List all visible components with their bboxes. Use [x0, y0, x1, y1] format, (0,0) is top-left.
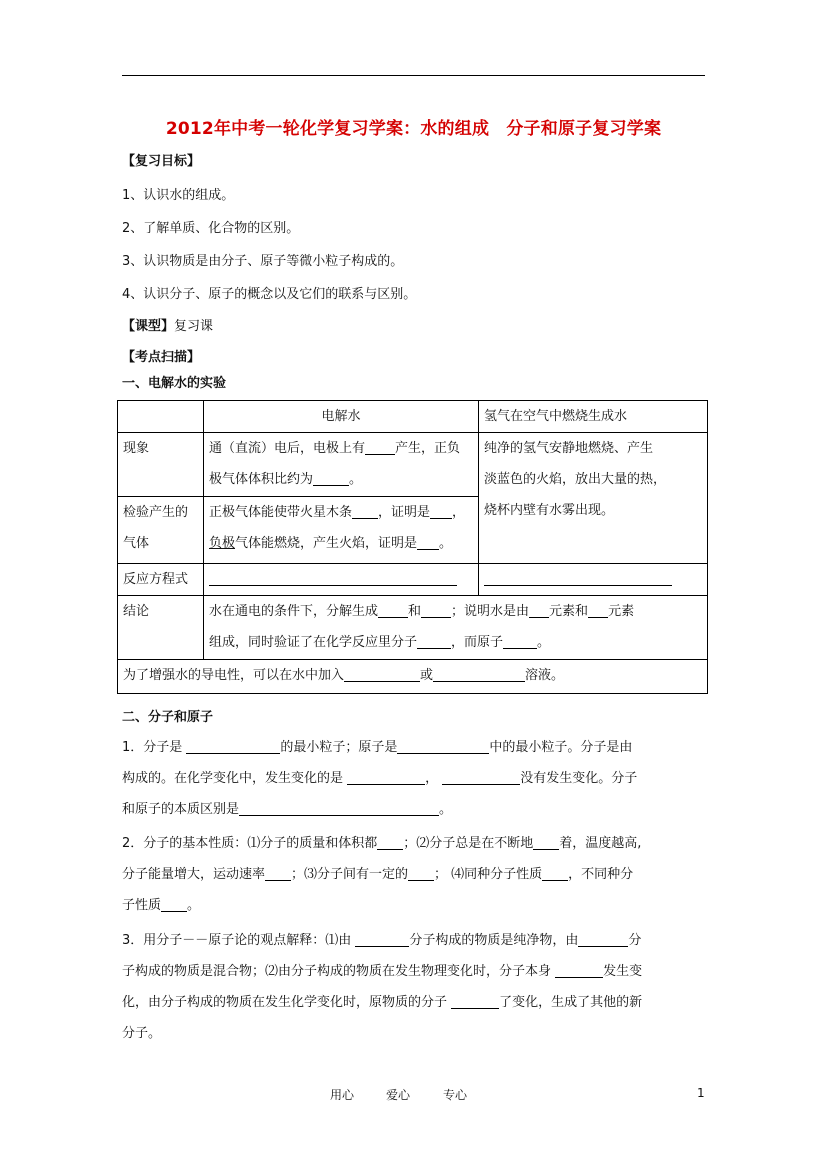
goal-item: 3、认识物质是由分子、原子等微小粒子构成的。 [122, 254, 404, 269]
blank[interactable] [186, 740, 280, 754]
blank[interactable] [451, 995, 499, 1009]
cell-text: 为了增强水的导电性，可以在水中加入 [123, 668, 345, 683]
para-text: ； ⑷同种分子性质 [434, 867, 543, 882]
blank[interactable] [265, 867, 291, 881]
para-text: 1．分子是 [122, 740, 187, 755]
part2-heading: 二、分子和原子 [122, 710, 214, 725]
para-text: ；⑵分子总是在不断地 [403, 836, 534, 851]
cell-text: 。 [349, 472, 363, 487]
blank[interactable] [430, 505, 452, 519]
cell-gas-test [204, 497, 479, 564]
paragraph-3 [122, 925, 712, 1049]
blank[interactable] [239, 802, 439, 816]
blank[interactable] [417, 635, 451, 649]
goal-item: 4、认识分子、原子的概念以及它们的联系与区别。 [122, 287, 417, 302]
lesson-type [122, 315, 213, 334]
paragraph-1 [122, 732, 712, 825]
cell-text: 。 [439, 536, 453, 551]
para-text: 分子构成的物质是纯净物，由 [409, 933, 579, 948]
lesson-type-heading: 【课型】 [122, 319, 175, 334]
para-text: 。 [439, 802, 453, 817]
para-text: 分子能量增大，运动速率 [122, 867, 266, 882]
cell-equation-hydrogen [479, 564, 708, 596]
blank[interactable] [503, 635, 537, 649]
cell-text: 。 [537, 635, 551, 650]
goals-heading: 【复习目标】 [122, 154, 201, 169]
cell-equation-electrolysis [204, 564, 479, 596]
para-text: 。 [187, 898, 201, 913]
table-header-hydrogen: 氢气在空气中燃烧生成水 [479, 401, 708, 433]
blank[interactable] [313, 472, 349, 486]
blank[interactable] [484, 572, 672, 586]
para-text: 2．分子的基本性质：⑴分子的质量和体积都 [122, 836, 378, 851]
blank[interactable] [397, 740, 489, 754]
blank[interactable] [347, 771, 425, 785]
cell-conclusion [204, 596, 708, 660]
footer-motto-3: 专心 [443, 1088, 468, 1102]
blank[interactable] [421, 604, 451, 618]
header-rule [122, 75, 705, 76]
page-number: 1 [697, 1086, 705, 1100]
cell-text: 纯净的氢气安静地燃烧、产生 [484, 441, 654, 456]
cell-text: ， [452, 505, 466, 520]
footer-motto-2: 爱心 [386, 1088, 411, 1102]
row-label-gas-test [118, 497, 204, 564]
blank[interactable] [533, 836, 559, 850]
blank[interactable] [588, 604, 608, 618]
para-text: 化，由分子构成的物质在发生化学变化时，原物质的分子 [122, 995, 452, 1010]
blank[interactable] [442, 771, 520, 785]
para-text: 子性质 [122, 898, 162, 913]
blank[interactable] [408, 867, 434, 881]
para-text: 和原子的本质区别是 [122, 802, 240, 817]
cell-text: 气体能燃烧，产生火焰，证明是 [235, 536, 418, 551]
blank[interactable] [161, 898, 187, 912]
blank[interactable] [555, 964, 603, 978]
para-text: ， [425, 771, 443, 786]
table-header-empty [118, 401, 204, 433]
para-text: 3．用分子－－原子论的观点解释：⑴由 [122, 933, 356, 948]
footer-motto-1: 用心 [330, 1088, 355, 1102]
goal-item: 1、认识水的组成。 [122, 188, 235, 203]
cell-text: ，证明是 [378, 505, 431, 520]
cell-text: 烧杯内壁有水雾出现。 [484, 503, 615, 518]
blank[interactable] [377, 836, 403, 850]
cell-text: 正极气体能使带火星木条 [209, 505, 353, 520]
para-text: 发生变 [603, 964, 643, 979]
cell-text: 水在通电的条件下，分解生成 [209, 604, 379, 619]
para-text: 分子。 [122, 1026, 162, 1041]
cell-text: 淡蓝色的火焰，放出大量的热， [484, 472, 667, 487]
blank[interactable] [355, 933, 409, 947]
cell-text: 元素 [608, 604, 635, 619]
lesson-type-value: 复习课 [174, 319, 214, 334]
cell-text: 负极 [209, 536, 236, 551]
blank[interactable] [433, 668, 525, 682]
blank[interactable] [529, 604, 549, 618]
blank[interactable] [365, 441, 395, 455]
cell-text: 气体 [123, 536, 150, 551]
blank[interactable] [417, 536, 439, 550]
cell-text: 产生，正负 [395, 441, 461, 456]
cell-text: 通（直流）电后，电极上有 [209, 441, 366, 456]
para-text: 了变化，生成了其他的新 [499, 995, 643, 1010]
cell-conductivity [118, 660, 708, 694]
blank[interactable] [352, 505, 378, 519]
row-label-phenomenon: 现象 [118, 433, 204, 497]
para-text: ；⑶分子间有一定的 [291, 867, 409, 882]
part1-heading: 一、电解水的实验 [122, 376, 227, 391]
blank[interactable] [209, 572, 457, 586]
para-text: 着，温度越高, [559, 836, 642, 851]
row-label-equation: 反应方程式 [118, 564, 204, 596]
cell-text: 溶液。 [525, 668, 565, 683]
cell-text: 和 [408, 604, 422, 619]
blank[interactable] [578, 933, 628, 947]
para-text: 分 [628, 933, 642, 948]
blank[interactable] [542, 867, 568, 881]
page-title: 2012年中考一轮化学复习学案：水的组成 分子和原子复习学案 [165, 119, 662, 139]
goal-item: 2、了解单质、化合物的区别。 [122, 221, 300, 236]
blank[interactable] [378, 604, 408, 618]
scan-heading: 【考点扫描】 [122, 350, 201, 365]
row-label-conclusion: 结论 [118, 596, 204, 660]
electrolysis-table [117, 400, 708, 694]
para-text: 的最小粒子；原子是 [280, 740, 398, 755]
cell-text: ，而原子 [451, 635, 504, 650]
cell-text: 或 [420, 668, 434, 683]
table-header-electrolysis: 电解水 [204, 401, 479, 433]
para-text: 没有发生变化。分子 [520, 771, 638, 786]
cell-text: ；说明水是由 [451, 604, 530, 619]
cell-hydrogen-phenomenon [479, 433, 708, 564]
cell-text: 元素和 [549, 604, 589, 619]
para-text: 构成的。在化学变化中，发生变化的是 [122, 771, 348, 786]
cell-text: 检验产生的 [123, 505, 189, 520]
cell-text: 组成，同时验证了在化学反应里分子 [209, 635, 418, 650]
para-text: ，不同种分 [568, 867, 634, 882]
blank[interactable] [344, 668, 420, 682]
paragraph-2 [122, 828, 712, 921]
cell-text: 极气体体积比约为 [209, 472, 314, 487]
para-text: 子构成的物质是混合物；⑵由分子构成的物质在发生物理变化时，分子本身 [122, 964, 556, 979]
cell-phenomenon-electrolysis [204, 433, 479, 497]
para-text: 中的最小粒子。分子是由 [489, 740, 633, 755]
